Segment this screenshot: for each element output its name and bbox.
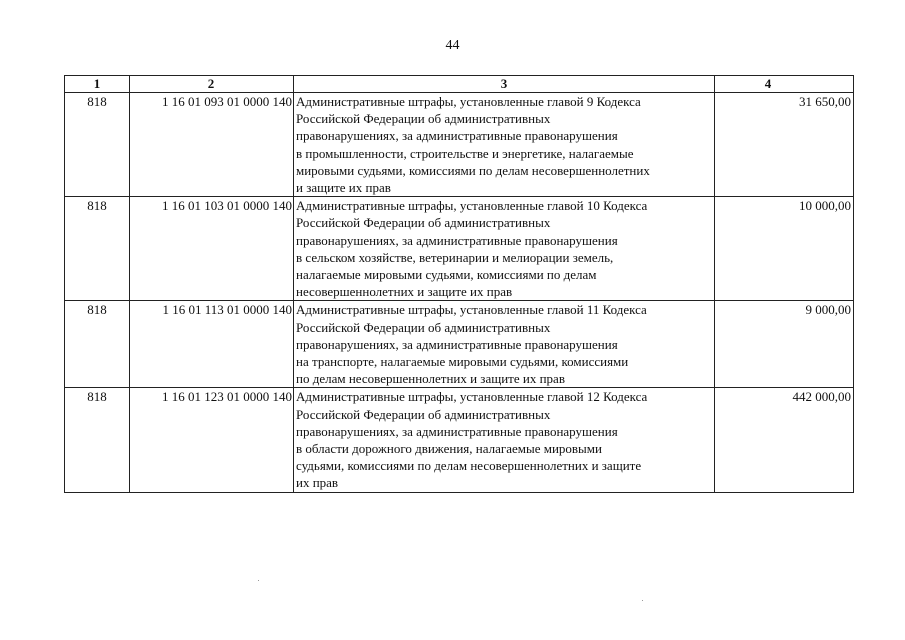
description-line: правонарушениях, за административные правонарушения [296,336,618,352]
table-body [65,93,854,493]
description-line: налагаемые мировыми судьями, комиссиями по делам [296,267,597,283]
description-line: в промышленности, строительстве и энергетике, налагаемые [296,145,634,161]
budget-classification-code-cell: 1 16 01 113 01 0000 140 [130,301,294,388]
amount-cell: 442 000,00 [715,388,854,492]
budget-classification-code-cell: 1 16 01 123 01 0000 140 [130,388,294,492]
description-line: их прав [296,475,339,491]
description-line: Российской Федерации об административных [296,319,551,335]
description-line: Административные штрафы, установленные главой 12 Кодекса [296,389,648,405]
admin-code-cell: 818 [65,388,130,492]
column-header-1: 1 [65,76,130,93]
description-cell [294,388,715,492]
description-line: судьями, комиссиями по делам несовершеннолетних и защите [296,458,642,474]
amount-cell: 10 000,00 [715,197,854,301]
budget-classification-code-cell: 1 16 01 103 01 0000 140 [130,197,294,301]
description-line: Административные штрафы, установленные главой 10 Кодекса [296,198,648,214]
description-line: по делам несовершеннолетних и защите их прав [296,371,565,387]
description-line: правонарушениях, за административные правонарушения [296,232,618,248]
table-row [65,93,854,197]
description-line: Российской Федерации об административных [296,215,551,231]
column-header-4: 4 [715,76,854,93]
amount-cell: 31 650,00 [715,93,854,197]
description-line: в сельском хозяйстве, ветеринарии и мелиорации земель, [296,249,614,265]
description-line: в области дорожного движения, налагаемые мировыми [296,441,602,457]
amount-cell: 9 000,00 [715,301,854,388]
admin-code-cell: 818 [65,93,130,197]
description-line: и защите их прав [296,180,391,196]
description-line: на транспорте, налагаемые мировыми судьями, комиссиями [296,354,629,370]
description-line: правонарушениях, за административные правонарушения [296,128,618,144]
description-line: Российской Федерации об административных [296,111,551,127]
page-number: 44 [445,38,460,53]
table-row [65,301,854,388]
description-line: Российской Федерации об административных [296,406,551,422]
description-line: мировыми судьями, комиссиями по делам несовершеннолетних [296,162,650,178]
column-header-3: 3 [294,76,715,93]
description-cell [294,301,715,388]
budget-classification-code-cell: 1 16 01 093 01 0000 140 [130,93,294,197]
description-line: несовершеннолетних и защите их прав [296,284,513,300]
description-line: Административные штрафы, установленные главой 9 Кодекса [296,94,641,109]
table-header-row [65,76,854,93]
description-cell [294,93,715,197]
table-row [65,388,854,492]
description-cell [294,197,715,301]
budget-revenue-table [64,75,854,493]
description-line: правонарушениях, за административные правонарушения [296,423,618,439]
column-header-2: 2 [130,76,294,93]
admin-code-cell: 818 [65,301,130,388]
description-line: Административные штрафы, установленные главой 11 Кодекса [296,302,647,318]
table-row [65,197,854,301]
admin-code-cell: 818 [65,197,130,301]
